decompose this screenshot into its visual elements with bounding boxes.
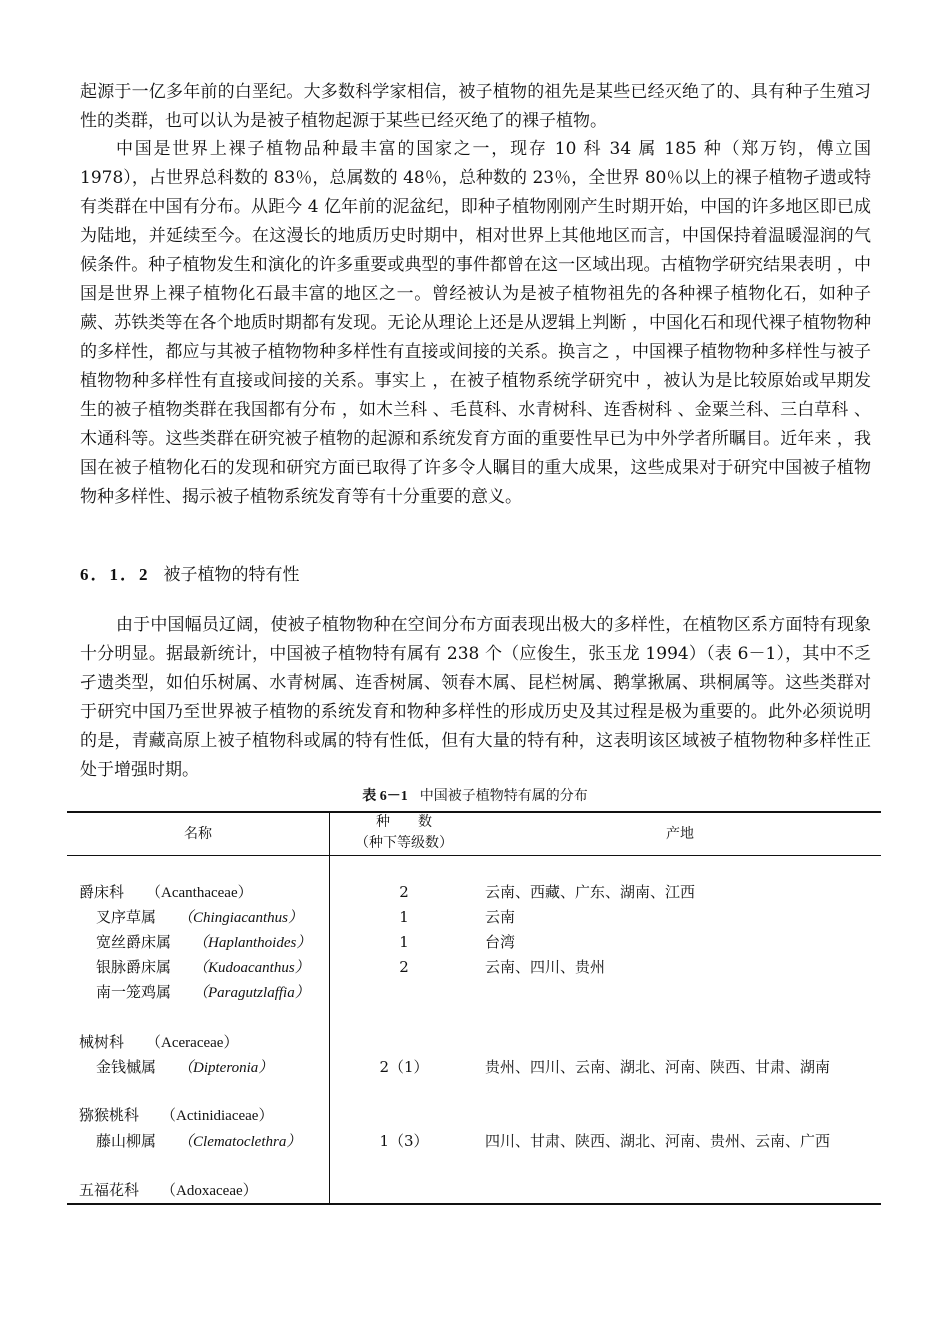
row-latin: （Actinidiaceae） bbox=[161, 1108, 274, 1124]
row-place: 云南、四川、贵州 bbox=[485, 958, 606, 976]
table-row bbox=[67, 1178, 881, 1202]
row-place: 四川、甘肃、陕西、湖北、河南、贵州、云南、广西 bbox=[485, 1132, 831, 1150]
row-name: 金钱槭属 bbox=[96, 1058, 157, 1076]
table-row bbox=[67, 1055, 881, 1079]
section-title: 被子植物的特有性 bbox=[163, 565, 300, 585]
table-row bbox=[67, 1030, 881, 1054]
row-latin: （Kudoacanthus） bbox=[193, 960, 310, 976]
row-count: 1（3） bbox=[379, 1132, 429, 1150]
row-name: 南一笼鸡属 bbox=[96, 983, 172, 1001]
row-latin: （Paragutzlaffia） bbox=[193, 985, 310, 1001]
row-latin: （Chingiacanthus） bbox=[178, 910, 304, 926]
header-count bbox=[329, 812, 479, 854]
row-latin: （Acanthaceae） bbox=[146, 885, 253, 901]
table-header-rule bbox=[67, 855, 881, 856]
row-name: 猕猴桃科 bbox=[79, 1106, 140, 1124]
row-place: 云南、西藏、广东、湖南、江西 bbox=[485, 883, 696, 901]
row-place: 贵州、四川、云南、湖北、河南、陕西、甘肃、湖南 bbox=[485, 1058, 831, 1076]
section-number: 6．1．2 bbox=[80, 565, 150, 584]
table-caption-title: 中国被子植物特有属的分布 bbox=[419, 788, 588, 804]
row-latin: （Adoxaceae） bbox=[161, 1183, 258, 1199]
row-name: 五福花科 bbox=[79, 1181, 140, 1199]
row-place: 云南 bbox=[485, 908, 516, 926]
table-bottom-rule bbox=[67, 1203, 881, 1205]
row-count: 1 bbox=[399, 933, 409, 951]
row-name: 宽丝爵床属 bbox=[96, 933, 172, 951]
table-row bbox=[67, 930, 881, 954]
table-row bbox=[67, 1129, 881, 1153]
row-count: 2（1） bbox=[379, 1058, 429, 1076]
table-caption-number: 表 6－1 bbox=[362, 789, 408, 804]
header-place: 产地 bbox=[666, 826, 694, 842]
row-name: 银脉爵床属 bbox=[96, 958, 172, 976]
table-row bbox=[67, 1103, 881, 1127]
body-paragraph-3: 由于中国幅员辽阔，使被子植物物种在空间分布方面表现出极大的多样性，在植物区系方面特有现象十分明显。据最新统计，中国被子植物特有属有 238 个（应俊生，张玉龙 1994）（表 6－1），其中不乏孑遗类型，如伯乐树属、水青树属、连香树属、领春木属、昆栏树属、鹅掌揪属、珙桐属等。这些类群对于研究中国乃至世界被子植物的系统发育和物种多样性的形成历史及其过程是极为重要的。此外必须说明的是，青藏高原上被子植物科或属的特有性低，但有大量的特有种，这表明该区域被子植物物种多样性正处于增强时期。 bbox=[80, 615, 871, 780]
row-count: 1 bbox=[399, 908, 409, 926]
row-latin: （Aceraceae） bbox=[146, 1035, 239, 1051]
table-row bbox=[67, 980, 881, 1004]
row-latin: （Clematoclethra） bbox=[178, 1134, 302, 1150]
row-name: 械树科 bbox=[79, 1033, 125, 1051]
endemic-genera-table bbox=[67, 811, 881, 1205]
row-count: 2 bbox=[399, 958, 409, 976]
table-caption bbox=[0, 787, 950, 806]
table-row bbox=[67, 955, 881, 979]
row-name: 叉序草属 bbox=[96, 908, 157, 926]
table-row bbox=[67, 880, 881, 904]
body-paragraph-2: 中国是世界上裸子植物品种最丰富的国家之一，现存 10 科 34 属 185 种（郑万钧，傅立国 1978），占世界总科数的 83％，总属数的 48％，总种数的 23％，全世界 80％以上的裸子植物孑遗或特有类群在中国有分布。从距今 4 亿年前的泥盆纪，即种子植物刚刚产生时期开始，中国的许多地区即已成为陆地，并延续至今。在这漫长的地质历史时期中，相对世界上其他地区而言，中国保持着温暖湿润的气候条件。种子植物发生和演化的许多重要或典型的事件都曾在这一区域出现。古植物学研究结果表明 ，中国是世界上裸子植物化石最丰富的地区之一。曾经被认为是被子植物祖先的各种裸子植物化石，如种子蕨、苏铁类等在各个地质时期都有发现。无论从理论上还是从逻辑上判断 ，中国化石和现代裸子植物物种的多样性，都应与其被子植物物种多样性有直接或间接的关系。换言之 ，中国裸子植物物种多样性与被子植物物种多样性有直接或间接的关系。事实上 ，在被子植物系统学研究中 ，被认为是比较原始或早期发生的被子植物类群在我国都有分布 ，如木兰科 、毛茛科、水青树科、连香树科 、金粟兰科、三白草科 、木通科等。这些类群在研究被子植物的起源和系统发育方面的重要性早已为中外学者所瞩目。近年来 ，我国在被子植物化石的发现和研究方面已取得了许多令人瞩目的重大成果，这些成果对于研究中国被子植物物种多样性、揭示被子植物系统发育等有十分重要的意义。 bbox=[80, 139, 871, 507]
section-heading bbox=[80, 560, 300, 590]
row-name: 爵床科 bbox=[79, 883, 125, 901]
table-row bbox=[67, 905, 881, 929]
row-place: 台湾 bbox=[485, 933, 516, 951]
row-name: 藤山柳属 bbox=[96, 1132, 157, 1150]
header-count-line2: （种下等级数） bbox=[355, 835, 453, 851]
row-latin: （Dipteronia） bbox=[178, 1060, 274, 1076]
header-count-line1: 种 数 bbox=[376, 814, 432, 830]
row-count: 2 bbox=[399, 883, 409, 901]
row-latin: （Haplanthoides） bbox=[193, 935, 312, 951]
header-name: 名称 bbox=[184, 826, 212, 842]
body-paragraph-1: 起源于一亿多年前的白垩纪。大多数科学家相信，被子植物的祖先是某些已经灭绝了的、具有种子生殖习性的类群，也可以认为是被子植物起源于某些已经灭绝了的裸子植物。 bbox=[80, 82, 871, 131]
